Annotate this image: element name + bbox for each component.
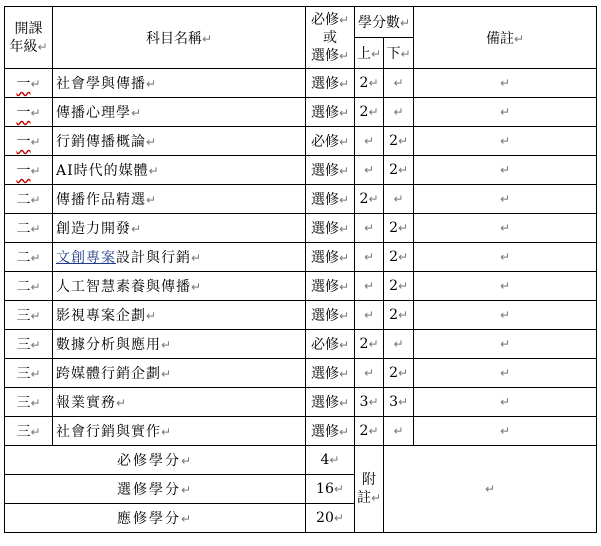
- paragraph-mark-icon: ↵: [30, 280, 41, 294]
- paragraph-mark-icon: ↵: [338, 338, 350, 352]
- course-name-underlined: 文創專案: [56, 250, 116, 266]
- paragraph-mark-icon: ↵: [500, 337, 511, 351]
- paragraph-mark-icon: ↵: [161, 425, 173, 439]
- course-name: 社會行銷與實作: [56, 424, 161, 440]
- course-type: 選修: [310, 308, 339, 324]
- grade-value: 一: [16, 105, 31, 121]
- course-type-cell: [306, 156, 355, 185]
- second-semester-credits-cell: [384, 388, 414, 417]
- paragraph-mark-icon: ↵: [500, 395, 511, 409]
- course-type-cell: [306, 272, 355, 301]
- type-header-line1: 必修: [310, 11, 339, 28]
- paragraph-mark-icon: ↵: [338, 164, 350, 178]
- paragraph-mark-icon: ↵: [338, 251, 350, 265]
- paragraph-mark-icon: ↵: [161, 367, 173, 381]
- grade-value: 一: [16, 163, 31, 179]
- second-semester-credits-cell: [384, 98, 414, 127]
- course-name: AI時代的媒體: [56, 163, 149, 179]
- remarks-header: [414, 7, 597, 69]
- paragraph-mark-icon: ↵: [364, 366, 375, 380]
- paragraph-mark-icon: ↵: [364, 163, 375, 177]
- second-semester-credits: 2: [389, 307, 398, 323]
- paragraph-mark-icon: ↵: [364, 250, 375, 264]
- grade-value: 三: [16, 337, 31, 353]
- course-type: 選修: [310, 76, 339, 92]
- paragraph-mark-icon: ↵: [148, 164, 160, 178]
- grade-header: [5, 7, 53, 69]
- second-semester-credits-cell: [384, 214, 414, 243]
- course-row: [5, 185, 597, 214]
- paragraph-mark-icon: ↵: [30, 135, 41, 149]
- grade-value: 二: [16, 279, 31, 295]
- second-semester-header: [384, 38, 414, 69]
- paragraph-mark-icon: ↵: [30, 251, 41, 265]
- first-semester-credits-cell: [355, 388, 384, 417]
- course-name: 人工智慧素養與傳播: [56, 279, 191, 295]
- course-name-cell: [53, 388, 306, 417]
- grade-cell: [5, 417, 53, 446]
- total-label: 選修學分: [116, 482, 181, 498]
- course-name-cell: [53, 359, 306, 388]
- paragraph-mark-icon: ↵: [338, 280, 350, 294]
- course-name-header-text: 科目名稱: [145, 30, 202, 47]
- first-semester-credits-cell: [355, 243, 384, 272]
- paragraph-mark-icon: ↵: [338, 309, 350, 323]
- second-semester-credits-cell: [384, 156, 414, 185]
- note-content-cell: [384, 446, 597, 533]
- paragraph-mark-icon: ↵: [333, 511, 344, 525]
- course-name-cell: [53, 301, 306, 330]
- course-name-cell: [53, 214, 306, 243]
- grade-value: 二: [16, 192, 31, 208]
- paragraph-mark-icon: ↵: [500, 192, 511, 206]
- paragraph-mark-icon: ↵: [338, 222, 350, 236]
- paragraph-mark-icon: ↵: [30, 193, 41, 207]
- first-semester-credits-cell: [355, 185, 384, 214]
- remarks-cell: [414, 127, 597, 156]
- paragraph-mark-icon: ↵: [338, 425, 350, 439]
- course-name-cell: [53, 272, 306, 301]
- first-semester-credits-cell: [355, 417, 384, 446]
- course-name: 報業實務: [56, 395, 116, 411]
- grade-cell: [5, 98, 53, 127]
- course-type: 選修: [310, 192, 339, 208]
- paragraph-mark-icon: ↵: [397, 221, 409, 235]
- paragraph-mark-icon: ↵: [368, 395, 379, 409]
- course-type-cell: [306, 98, 355, 127]
- paragraph-mark-icon: ↵: [30, 367, 41, 381]
- second-semester-credits-cell: [384, 359, 414, 388]
- course-row: [5, 127, 597, 156]
- course-type: 選修: [310, 250, 339, 266]
- grade-cell: [5, 272, 53, 301]
- paragraph-mark-icon: ↵: [30, 164, 41, 178]
- grade-header-line2: 年級: [9, 38, 38, 55]
- second-semester-credits: 2: [389, 249, 398, 265]
- course-type: 選修: [310, 279, 339, 295]
- paragraph-mark-icon: ↵: [397, 250, 409, 264]
- grade-value: 二: [16, 250, 31, 266]
- first-semester-credits: 2: [359, 336, 369, 352]
- paragraph-mark-icon: ↵: [30, 396, 41, 410]
- paragraph-mark-icon: ↵: [393, 337, 404, 351]
- course-table: [4, 6, 597, 533]
- paragraph-mark-icon: ↵: [201, 31, 213, 46]
- type-header: [306, 7, 355, 69]
- paragraph-mark-icon: ↵: [368, 105, 379, 119]
- course-type-cell: [306, 127, 355, 156]
- first-semester-credits-cell: [355, 127, 384, 156]
- grade-cell: [5, 359, 53, 388]
- paragraph-mark-icon: ↵: [146, 193, 158, 207]
- course-type: 選修: [310, 366, 339, 382]
- remarks-cell: [414, 301, 597, 330]
- paragraph-mark-icon: ↵: [30, 106, 41, 120]
- paragraph-mark-icon: ↵: [368, 337, 379, 351]
- paragraph-mark-icon: ↵: [131, 222, 143, 236]
- second-semester-credits-cell: [384, 417, 414, 446]
- course-name-header: [53, 7, 306, 69]
- course-type-cell: [306, 359, 355, 388]
- course-name: 創造力開發: [56, 221, 131, 237]
- note-label-cell: [355, 446, 384, 533]
- paragraph-mark-icon: ↵: [500, 76, 511, 90]
- paragraph-mark-icon: ↵: [30, 309, 41, 323]
- grade-cell: [5, 127, 53, 156]
- paragraph-mark-icon: ↵: [371, 491, 382, 505]
- course-name-cell: [53, 243, 306, 272]
- first-semester-header-text: 上: [357, 46, 371, 62]
- course-type-cell: [306, 69, 355, 98]
- grade-cell: [5, 185, 53, 214]
- paragraph-mark-icon: ↵: [397, 163, 409, 177]
- course-row: [5, 417, 597, 446]
- remarks-cell: [414, 243, 597, 272]
- paragraph-mark-icon: ↵: [131, 106, 143, 120]
- total-value: 20: [316, 510, 334, 526]
- grade-value: 三: [16, 308, 31, 324]
- course-type-cell: [306, 301, 355, 330]
- second-semester-credits: 2: [389, 220, 398, 236]
- paragraph-mark-icon: ↵: [180, 483, 194, 497]
- remarks-cell: [414, 156, 597, 185]
- grade-value: 二: [16, 221, 31, 237]
- total-label-cell: [5, 504, 306, 533]
- paragraph-mark-icon: ↵: [146, 135, 158, 149]
- course-type-cell: [306, 214, 355, 243]
- remarks-cell: [414, 272, 597, 301]
- first-semester-credits-cell: [355, 214, 384, 243]
- remarks-cell: [414, 388, 597, 417]
- course-row: [5, 272, 597, 301]
- first-semester-credits-cell: [355, 301, 384, 330]
- course-type: 選修: [310, 163, 339, 179]
- paragraph-mark-icon: ↵: [30, 338, 41, 352]
- total-row: [5, 446, 597, 475]
- second-semester-credits-cell: [384, 69, 414, 98]
- total-label: 必修學分: [116, 453, 181, 469]
- course-name-rest: 設計與行銷: [116, 250, 191, 266]
- paragraph-mark-icon: ↵: [364, 308, 375, 322]
- course-row: [5, 156, 597, 185]
- total-value: 16: [316, 481, 334, 497]
- total-value-cell: [306, 475, 355, 504]
- course-row: [5, 359, 597, 388]
- course-name-cell: [53, 98, 306, 127]
- paragraph-mark-icon: ↵: [500, 221, 511, 235]
- paragraph-mark-icon: ↵: [397, 134, 409, 148]
- course-row: [5, 330, 597, 359]
- remarks-cell: [414, 417, 597, 446]
- paragraph-mark-icon: ↵: [180, 512, 194, 526]
- paragraph-mark-icon: ↵: [393, 76, 404, 90]
- course-name-cell: [53, 69, 306, 98]
- first-semester-credits: 2: [359, 75, 369, 91]
- type-header-line3: 選修: [310, 47, 339, 64]
- second-semester-credits-cell: [384, 185, 414, 214]
- grade-cell: [5, 330, 53, 359]
- course-name-cell: [53, 127, 306, 156]
- course-name: 影視專案企劃: [56, 308, 146, 324]
- grade-value: 一: [16, 134, 31, 150]
- first-semester-credits: 2: [359, 191, 369, 207]
- paragraph-mark-icon: ↵: [368, 192, 379, 206]
- course-name: 跨媒體行銷企劃: [56, 366, 161, 382]
- course-name-cell: [53, 156, 306, 185]
- second-semester-credits-cell: [384, 272, 414, 301]
- course-row: [5, 243, 597, 272]
- course-name: 行銷傳播概論: [56, 134, 146, 150]
- paragraph-mark-icon: ↵: [37, 39, 48, 54]
- grade-cell: [5, 156, 53, 185]
- total-value-cell: [306, 446, 355, 475]
- paragraph-mark-icon: ↵: [338, 193, 350, 207]
- course-type: 選修: [310, 424, 339, 440]
- remarks-header-text: 備註: [486, 30, 515, 47]
- paragraph-mark-icon: ↵: [500, 134, 511, 148]
- paragraph-mark-icon: ↵: [364, 279, 375, 293]
- second-semester-credits: 3: [389, 394, 398, 410]
- second-semester-credits: 2: [389, 133, 398, 149]
- course-type: 選修: [310, 221, 339, 237]
- remarks-cell: [414, 98, 597, 127]
- second-semester-credits-cell: [384, 243, 414, 272]
- paragraph-mark-icon: ↵: [146, 309, 158, 323]
- paragraph-mark-icon: ↵: [180, 454, 194, 468]
- remarks-cell: [414, 69, 597, 98]
- paragraph-mark-icon: ↵: [500, 424, 511, 438]
- paragraph-mark-icon: ↵: [338, 396, 350, 410]
- paragraph-mark-icon: ↵: [338, 135, 350, 149]
- course-name-cell: [53, 417, 306, 446]
- note-label-line2: 註: [357, 490, 371, 506]
- course-type-cell: [306, 243, 355, 272]
- paragraph-mark-icon: ↵: [364, 221, 375, 235]
- paragraph-mark-icon: ↵: [500, 105, 511, 119]
- credits-header: [355, 7, 414, 38]
- first-semester-credits-cell: [355, 98, 384, 127]
- paragraph-mark-icon: ↵: [485, 482, 496, 496]
- course-row: [5, 69, 597, 98]
- course-name-cell: [53, 185, 306, 214]
- paragraph-mark-icon: ↵: [500, 366, 511, 380]
- paragraph-mark-icon: ↵: [30, 222, 41, 236]
- total-value-cell: [306, 504, 355, 533]
- paragraph-mark-icon: ↵: [500, 250, 511, 264]
- remarks-cell: [414, 185, 597, 214]
- grade-cell: [5, 301, 53, 330]
- paragraph-mark-icon: ↵: [338, 367, 350, 381]
- course-table-container: [4, 6, 597, 533]
- first-semester-credits: 2: [359, 423, 369, 439]
- second-semester-credits-cell: [384, 127, 414, 156]
- paragraph-mark-icon: ↵: [368, 424, 379, 438]
- paragraph-mark-icon: ↵: [146, 77, 158, 91]
- course-type-cell: [306, 388, 355, 417]
- total-value: 4: [320, 452, 330, 468]
- course-type: 必修: [310, 134, 339, 150]
- paragraph-mark-icon: ↵: [400, 47, 411, 61]
- first-semester-credits-cell: [355, 330, 384, 359]
- remarks-cell: [414, 359, 597, 388]
- second-semester-credits: 2: [389, 278, 398, 294]
- paragraph-mark-icon: ↵: [514, 31, 525, 46]
- course-type-cell: [306, 330, 355, 359]
- type-header-line2: 或: [323, 29, 337, 46]
- credits-header-text: 學分數: [358, 15, 400, 31]
- remarks-cell: [414, 214, 597, 243]
- course-name-cell: [53, 330, 306, 359]
- course-type-cell: [306, 417, 355, 446]
- paragraph-mark-icon: ↵: [161, 338, 173, 352]
- paragraph-mark-icon: ↵: [191, 280, 203, 294]
- note-label-line1: 附: [362, 472, 377, 488]
- paragraph-mark-icon: ↵: [191, 251, 203, 265]
- paragraph-mark-icon: ↵: [333, 482, 344, 496]
- second-semester-credits: 2: [389, 162, 398, 178]
- grade-value: 三: [16, 395, 31, 411]
- course-table-body: [5, 7, 597, 533]
- paragraph-mark-icon: ↵: [371, 47, 382, 61]
- grade-value: 三: [16, 424, 31, 440]
- remarks-cell: [414, 330, 597, 359]
- paragraph-mark-icon: ↵: [30, 425, 41, 439]
- paragraph-mark-icon: ↵: [338, 48, 350, 63]
- course-row: [5, 301, 597, 330]
- course-type: 選修: [310, 105, 339, 121]
- paragraph-mark-icon: ↵: [500, 308, 511, 322]
- grade-header-line1: 開課: [14, 20, 43, 37]
- paragraph-mark-icon: ↵: [368, 76, 379, 90]
- header-row: [5, 7, 597, 38]
- course-name: 傳播作品精選: [56, 192, 146, 208]
- course-row: [5, 98, 597, 127]
- paragraph-mark-icon: ↵: [393, 192, 404, 206]
- paragraph-mark-icon: ↵: [397, 279, 409, 293]
- paragraph-mark-icon: ↵: [338, 12, 350, 27]
- first-semester-credits-cell: [355, 359, 384, 388]
- paragraph-mark-icon: ↵: [400, 16, 411, 30]
- paragraph-mark-icon: ↵: [338, 77, 350, 91]
- second-semester-credits-cell: [384, 301, 414, 330]
- first-semester-credits-cell: [355, 156, 384, 185]
- course-name: 傳播心理學: [56, 105, 131, 121]
- paragraph-mark-icon: ↵: [329, 453, 340, 467]
- course-type-cell: [306, 185, 355, 214]
- total-label-cell: [5, 446, 306, 475]
- paragraph-mark-icon: ↵: [30, 77, 41, 91]
- paragraph-mark-icon: ↵: [500, 163, 511, 177]
- first-semester-credits: 2: [359, 104, 369, 120]
- paragraph-mark-icon: ↵: [397, 308, 409, 322]
- grade-value: 三: [16, 366, 31, 382]
- paragraph-mark-icon: ↵: [393, 424, 404, 438]
- grade-cell: [5, 388, 53, 417]
- second-semester-header-text: 下: [386, 46, 401, 62]
- grade-cell: [5, 243, 53, 272]
- paragraph-mark-icon: ↵: [393, 105, 404, 119]
- course-name: 社會學與傳播: [56, 76, 146, 92]
- total-label-cell: [5, 475, 306, 504]
- course-name: 數據分析與應用: [56, 337, 161, 353]
- grade-cell: [5, 214, 53, 243]
- course-type: 選修: [310, 395, 339, 411]
- second-semester-credits: 2: [389, 365, 398, 381]
- grade-value: 一: [16, 76, 31, 92]
- paragraph-mark-icon: ↵: [364, 134, 375, 148]
- first-semester-credits-cell: [355, 69, 384, 98]
- paragraph-mark-icon: ↵: [500, 279, 511, 293]
- course-row: [5, 388, 597, 417]
- first-semester-credits-cell: [355, 272, 384, 301]
- total-label: 應修學分: [116, 511, 181, 527]
- paragraph-mark-icon: ↵: [116, 396, 128, 410]
- course-row: [5, 214, 597, 243]
- paragraph-mark-icon: ↵: [338, 106, 350, 120]
- paragraph-mark-icon: ↵: [397, 395, 409, 409]
- second-semester-credits-cell: [384, 330, 414, 359]
- paragraph-mark-icon: ↵: [397, 366, 409, 380]
- course-type: 必修: [310, 337, 339, 353]
- first-semester-header: [355, 38, 384, 69]
- first-semester-credits: 3: [359, 394, 369, 410]
- grade-cell: [5, 69, 53, 98]
